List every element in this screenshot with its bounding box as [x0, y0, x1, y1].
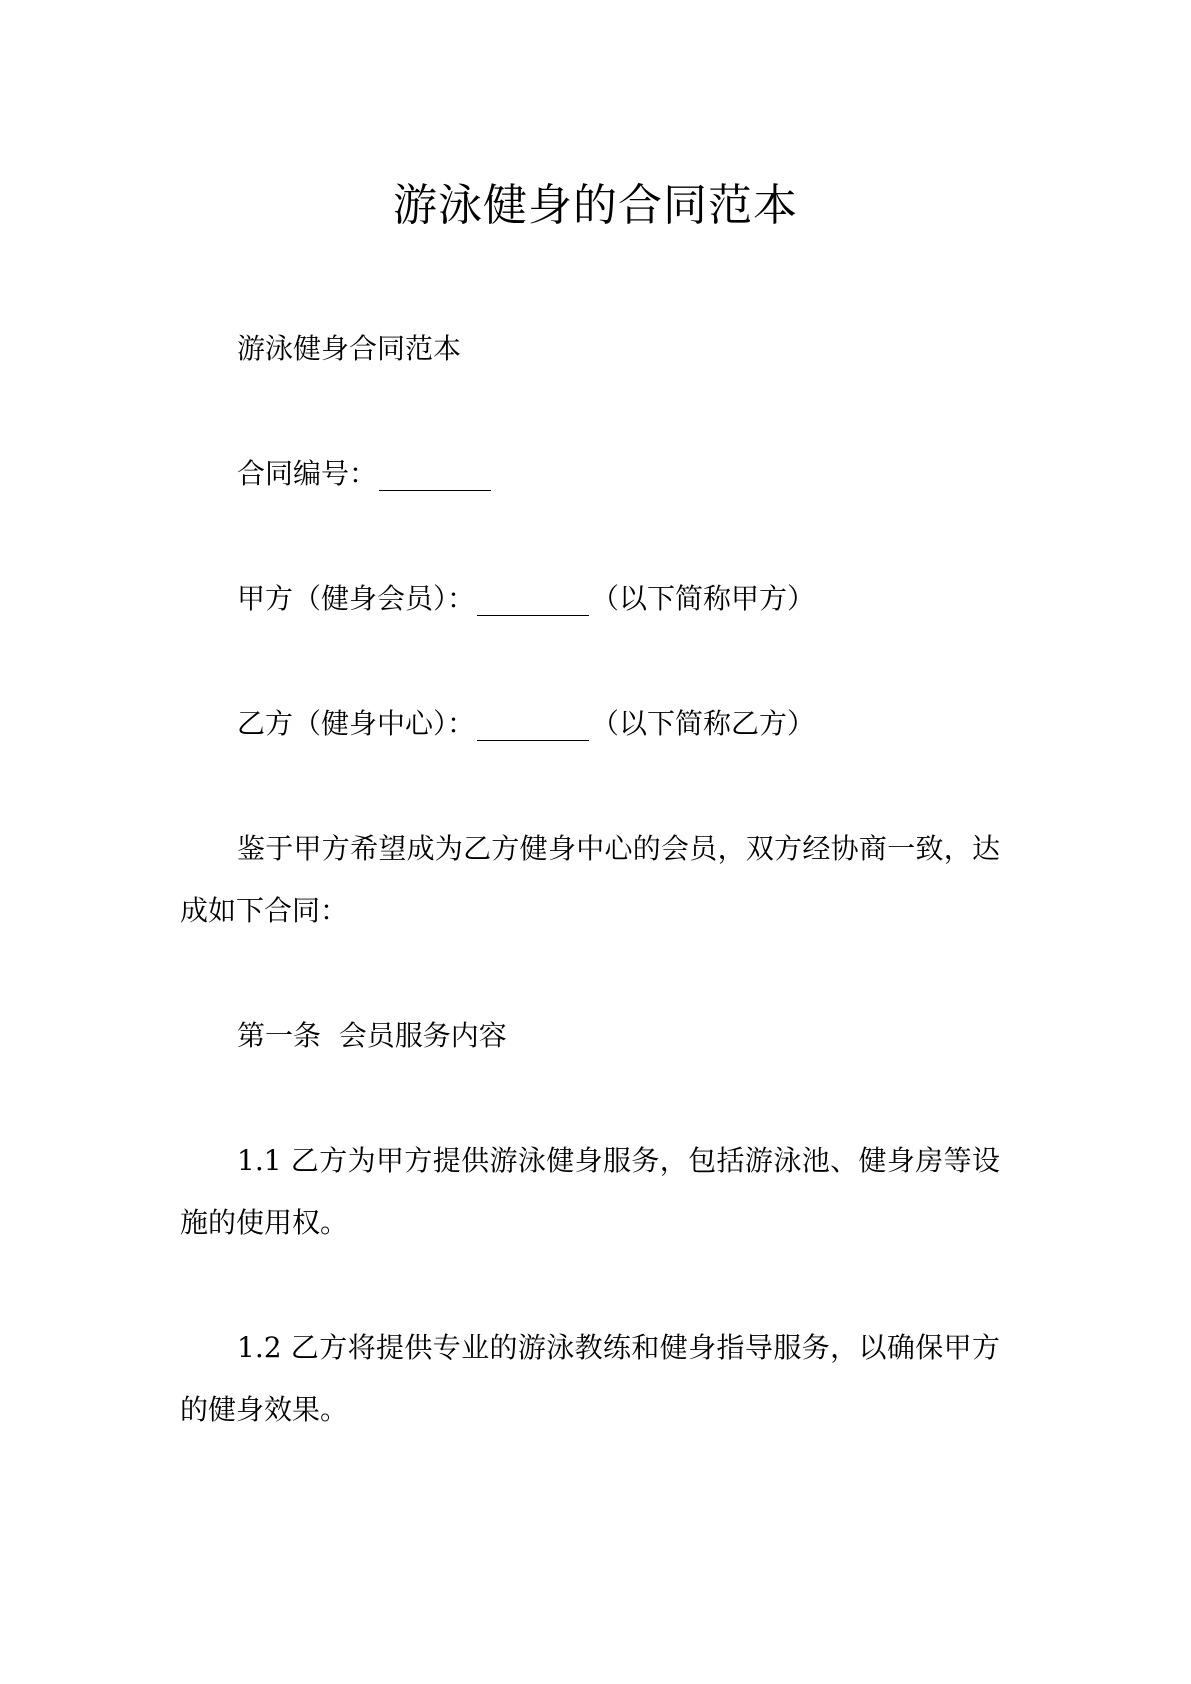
party-a-suffix: （以下简称甲方）: [591, 582, 816, 615]
document-title: 游泳健身的合同范本: [393, 180, 798, 231]
party-a-line: [180, 568, 1000, 630]
clause-1-2: 1.2 乙方将提供专业的游泳教练和健身指导服务，以确保甲方的健身效果。: [180, 1331, 1000, 1426]
party-b-line: [180, 693, 1000, 755]
contract-number-line: [180, 443, 1000, 505]
party-a-label: 甲方（健身会员）：: [237, 582, 476, 615]
contract-number-blank: [379, 450, 491, 491]
party-b-label: 乙方（健身中心）：: [237, 707, 476, 740]
contract-number-label: 合同编号：: [237, 457, 378, 490]
subtitle: 游泳健身合同范本: [237, 332, 462, 365]
preamble-paragraph: 鉴于甲方希望成为乙方健身中心的会员，双方经协商一致，达成如下合同：: [180, 832, 1000, 927]
party-b-blank: [477, 700, 589, 741]
clause-1-1: 1.1 乙方为甲方提供游泳健身服务，包括游泳池、健身房等设施的使用权。: [180, 1144, 1000, 1239]
article-1-heading: 第一条 会员服务内容: [237, 1019, 507, 1052]
party-b-suffix: （以下简称乙方）: [591, 707, 816, 740]
document-body: [180, 318, 1000, 1504]
party-a-blank: [477, 575, 589, 616]
